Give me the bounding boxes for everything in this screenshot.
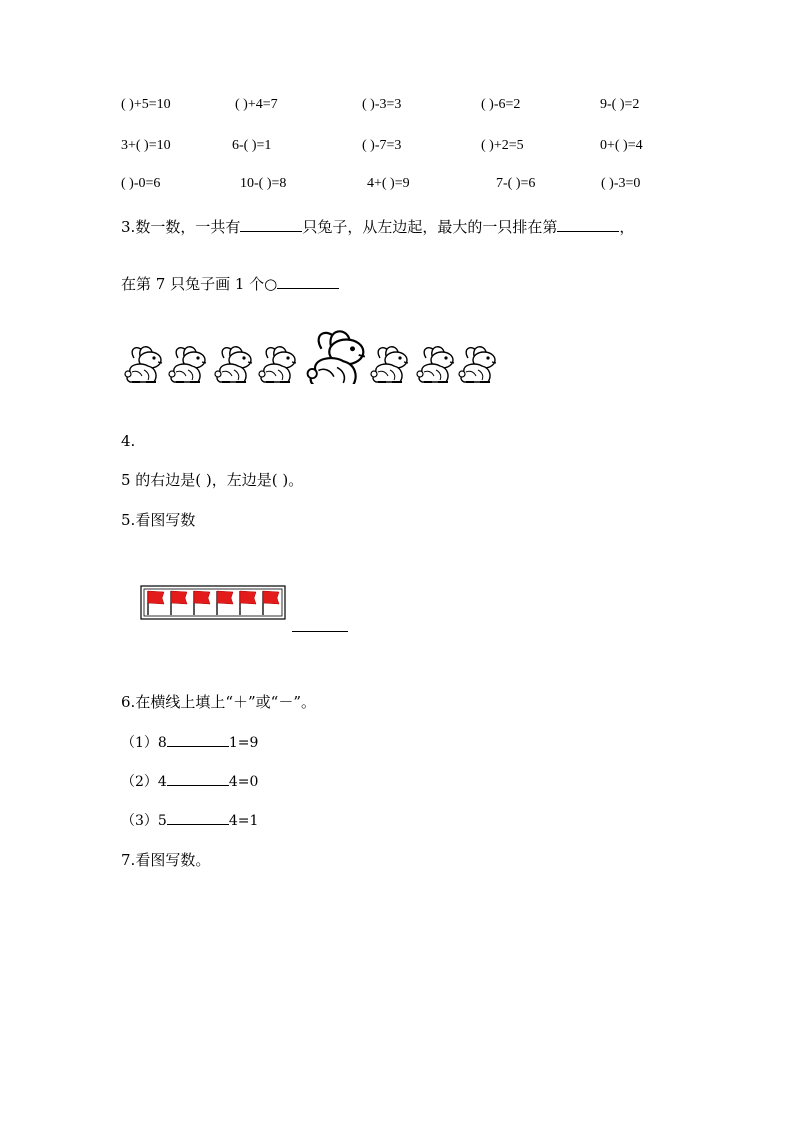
equation: ( )-3=3 [362,97,402,112]
equation: 3+( )=10 [121,138,171,153]
big-rabbit-icon [308,331,365,384]
rabbit-icon [259,347,296,382]
question-6-item [121,810,258,830]
question-number: 6. [121,693,136,711]
item-label: （1）8 [121,735,167,751]
question-3-line-2 [121,273,339,294]
equation: 0+( )=4 [600,138,643,153]
answer-blank[interactable] [292,630,348,632]
rabbit-icon [125,347,162,382]
answer-blank[interactable] [167,745,229,747]
equation: ( )+2=5 [481,138,524,153]
question-6-item [121,771,258,791]
item-label: （3）5 [121,813,167,829]
equation: ( )+5=10 [121,97,171,112]
answer-blank[interactable] [240,230,302,232]
answer-blank[interactable] [277,287,339,289]
equation: 10-( )=8 [240,176,287,191]
answer-blank[interactable] [557,230,619,232]
equation: ( )-3=0 [601,176,641,191]
question-text: 数一数，一共有 [135,218,241,236]
answer-blank[interactable] [167,823,229,825]
question-number: 3. [121,218,136,236]
item-rest: 4=1 [228,813,259,829]
equation: ( )+4=7 [235,97,278,112]
question-6-item [121,732,258,752]
rabbit-icon [371,347,408,382]
item-rest: 4=0 [228,774,259,790]
rabbit-icon [417,347,454,382]
question-5-heading [121,509,195,530]
question-4-number: 4. [121,432,136,450]
question-text: 只兔子，从左边起，最大的一只排在第 [302,218,558,236]
rabbit-icon [215,347,252,382]
question-text: 看图写数 [135,511,196,529]
equation: ( )-7=3 [362,138,402,153]
question-3-line-1 [121,216,634,237]
question-number: 7. [121,851,136,869]
answer-blank[interactable] [167,784,229,786]
question-text: 在第 7 只兔子画 1 个○ [121,275,278,293]
flags-picture [140,585,288,621]
rabbit-icon [459,347,496,382]
question-7-heading [121,849,210,870]
equation: ( )-0=6 [121,176,161,191]
rabbit-icon [169,347,206,382]
equation: 4+( )=9 [367,176,410,191]
question-6-heading [121,691,316,712]
equation: 7-( )=6 [496,176,536,191]
rabbits-picture [122,322,512,384]
question-number: 5. [121,511,136,529]
question-text: 看图写数。 [135,851,211,869]
equation: 9-( )=2 [600,97,640,112]
question-text: ， [619,218,635,236]
question-4-text: 5 的右边是( )，左边是( )。 [121,471,304,489]
item-label: （2）4 [121,774,167,790]
item-rest: 1=9 [228,735,259,751]
equation: 6-( )=1 [232,138,272,153]
equation: ( )-6=2 [481,97,521,112]
question-text: 在横线上填上“＋”或“－”。 [135,693,316,711]
